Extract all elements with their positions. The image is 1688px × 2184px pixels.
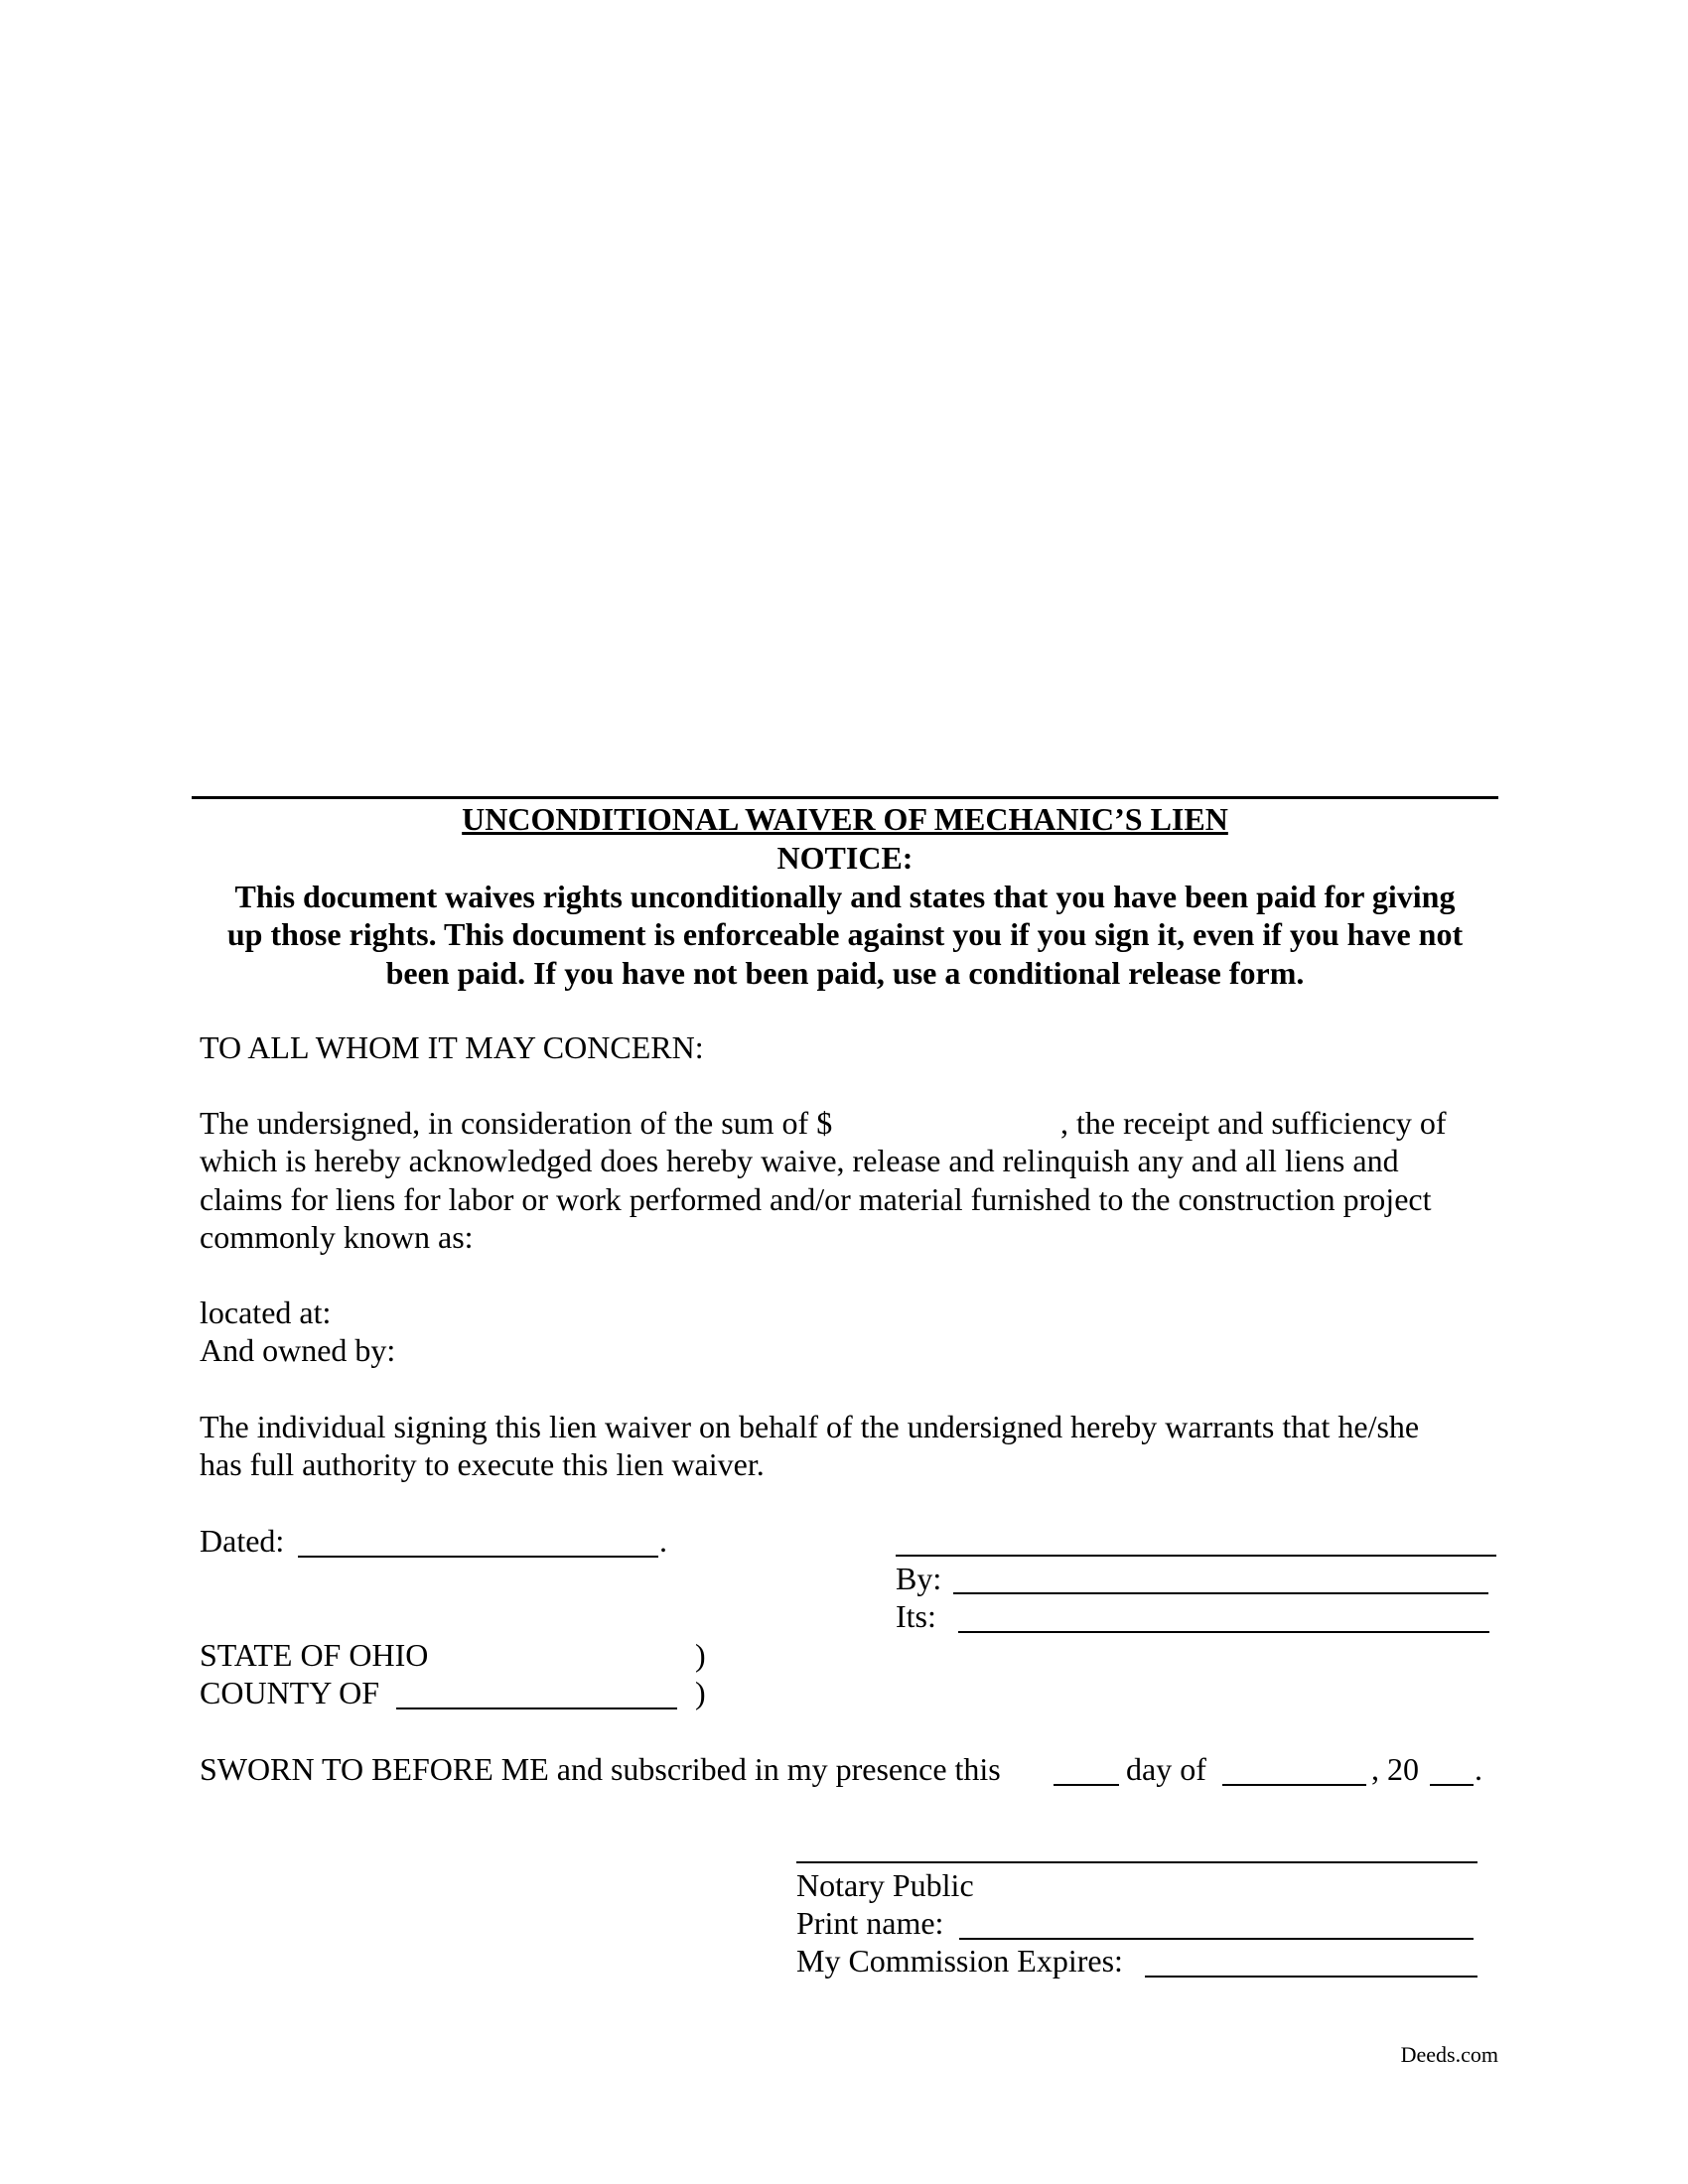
sworn-text: SWORN TO BEFORE ME and subscribed in my presence this [200, 1751, 1001, 1787]
owned-by-label: And owned by: [200, 1332, 396, 1368]
county-paren: ) [695, 1675, 706, 1710]
by-label: By: [896, 1561, 942, 1596]
commission-blank[interactable] [1145, 1976, 1477, 1978]
state-paren: ) [695, 1637, 706, 1673]
its-label: Its: [896, 1598, 936, 1634]
notary-signature-line[interactable] [796, 1861, 1477, 1863]
body-line-3: claims for liens for labor or work performed and/or material furnished to the construction project [200, 1181, 1432, 1217]
dated-label: Dated: [200, 1523, 285, 1559]
header-rule [192, 796, 1498, 799]
county-blank[interactable] [396, 1707, 677, 1709]
notary-public-label: Notary Public [796, 1867, 974, 1903]
footer-brand: Deeds.com [1400, 2042, 1498, 2067]
signature-line[interactable] [896, 1555, 1496, 1557]
its-blank[interactable] [958, 1631, 1489, 1633]
by-blank[interactable] [953, 1592, 1488, 1594]
salutation: TO ALL WHOM IT MAY CONCERN: [200, 1029, 704, 1065]
state-label: STATE OF OHIO [200, 1637, 429, 1673]
notice-heading: NOTICE: [776, 840, 914, 876]
notice-line-2: up those rights. This document is enforceable against you if you sign it, even if you have not [226, 916, 1464, 952]
dated-blank[interactable] [298, 1556, 658, 1558]
county-label: COUNTY OF [200, 1675, 380, 1710]
located-at-label: located at: [200, 1295, 332, 1330]
document-title: UNCONDITIONAL WAIVER OF MECHANIC’S LIEN [462, 801, 1228, 837]
notice-line-3: been paid. If you have not been paid, use a conditional release form. [385, 955, 1305, 991]
sworn-end: . [1475, 1751, 1482, 1787]
year-prefix: , 20 [1371, 1751, 1419, 1787]
dated-period: . [659, 1523, 667, 1559]
print-name-label: Print name: [796, 1905, 944, 1941]
day-blank[interactable] [1054, 1784, 1119, 1786]
commission-label: My Commission Expires: [796, 1943, 1123, 1979]
authority-line-2: has full authority to execute this lien waiver. [200, 1446, 765, 1482]
year-blank[interactable] [1430, 1784, 1474, 1786]
body-line-1b: , the receipt and sufficiency of [1060, 1105, 1447, 1141]
body-line-4: commonly known as: [200, 1219, 474, 1255]
body-line-1a: The undersigned, in consideration of the sum of $ [200, 1105, 833, 1141]
month-blank[interactable] [1222, 1784, 1366, 1786]
notice-line-1: This document waives rights unconditionally and states that you have been paid for giving [234, 879, 1456, 914]
day-of-label: day of [1126, 1751, 1206, 1787]
authority-line-1: The individual signing this lien waiver on behalf of the undersigned hereby warrants that he/she [200, 1409, 1420, 1444]
print-name-blank[interactable] [959, 1938, 1474, 1940]
body-line-2: which is hereby acknowledged does hereby waive, release and relinquish any and all liens and [200, 1143, 1399, 1178]
